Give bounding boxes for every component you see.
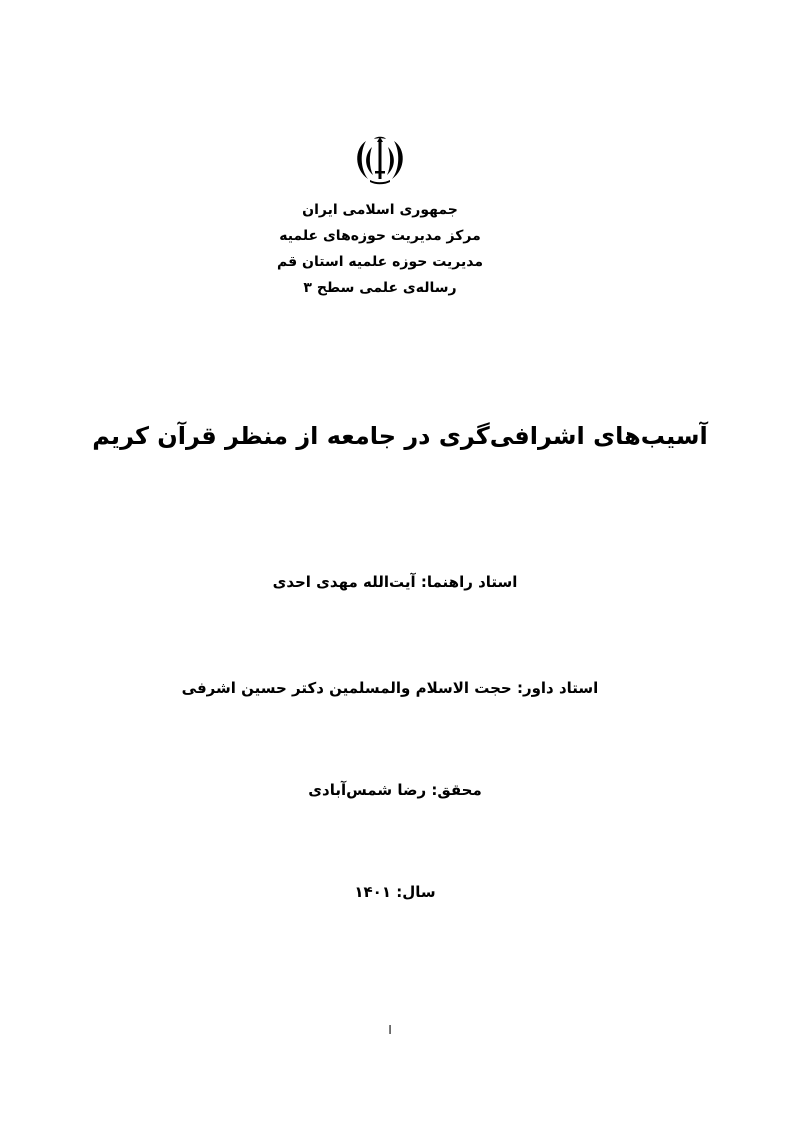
header-line-center: مرکز مدیریت حوزه‌های علمیه bbox=[279, 228, 481, 244]
thesis-title: آسیب‌های اشرافی‌گری در جامعه از منظر قرآن کریم bbox=[92, 422, 708, 450]
header-line-thesis-level: رساله‌ی علمی سطح ۳ bbox=[303, 280, 457, 296]
referee-line: استاد داور: حجت الاسلام والمسلمین دکتر حسین اشرفی bbox=[181, 679, 599, 697]
year-line: سال: ۱۴۰۱ bbox=[354, 883, 436, 901]
advisor-line: استاد راهنما: آیت‌الله مهدی احدی bbox=[272, 573, 518, 591]
researcher-line: محقق: رضا شمس‌آبادی bbox=[308, 781, 482, 799]
header-line-country: جمهوری اسلامی ایران bbox=[302, 202, 458, 218]
header-line-province: مدیریت حوزه علمیه استان قم bbox=[277, 254, 483, 270]
institution-header bbox=[180, 197, 580, 301]
page-number: ا bbox=[388, 1023, 392, 1037]
iran-emblem-icon bbox=[352, 135, 408, 185]
